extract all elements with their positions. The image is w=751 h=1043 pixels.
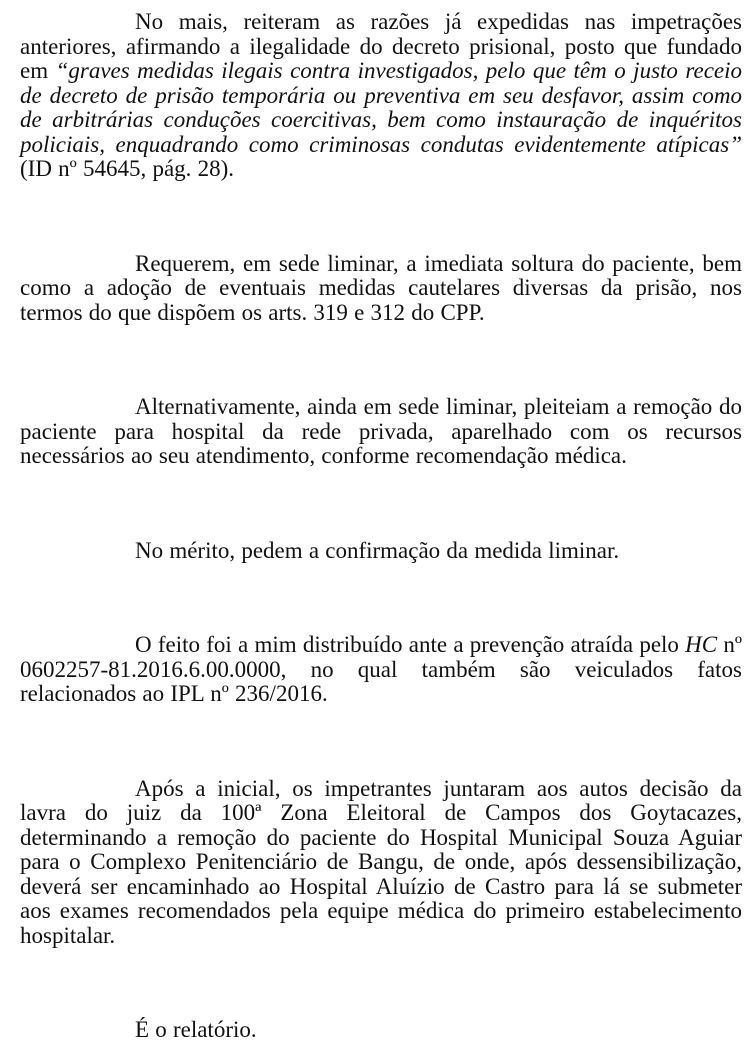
paragraph-liminar-request <box>20 252 742 326</box>
paragraph-distribution-lead-text: O feito foi a mim distribuído ante a prevenção atraída pelo <box>135 632 686 657</box>
paragraph-report-closing-text: É o relatório. <box>135 1017 257 1042</box>
paragraph-reiteration <box>20 10 742 182</box>
paragraph-reiteration-lead-text: No mais, reiteram as razões já expedidas nas impetrações anteriores, afirmando a ilegalidade do decreto prisional, posto que fundado em <box>20 9 742 83</box>
paragraph-distribution <box>20 633 742 707</box>
paragraph-alternative-request-text: Alternativamente, ainda em sede liminar, pleiteiam a remoção do paciente para hospital da rede privada, aparelhado com os recursos necessários ao seu atendimento, conforme recomendação médica. <box>20 394 742 468</box>
paragraph-reiteration-quoted-text: “graves medidas ilegais contra investigados, pelo que têm o justo receio de decreto de prisão temporária ou preventiva em seu desfavor, assim como de arbitrárias conduções coercitivas, bem como instauração de inquéritos policiais, enquadrando como criminosas condutas evidentemente atípicas” <box>20 58 742 157</box>
paragraph-subsequent-decision-text: Após a inicial, os impetrantes juntaram aos autos decisão da lavra do juiz da 100ª Zona Eleitoral de Campos dos Goytacazes, determinando a remoção do paciente do Hospital Municipal Souza Aguiar para o Complexo Penitenciário de Bangu, de onde, após dessensibilização, deverá ser encaminhado ao Hospital Aluízio de Castro para lá se submeter aos exames recomendados pela equipe médica do primeiro estabelecimento hospitalar. <box>20 775 742 948</box>
paragraph-report-closing <box>20 1018 742 1043</box>
paragraph-liminar-request-text: Requerem, em sede liminar, a imediata soltura do paciente, bem como a adoção de eventuais medidas cautelares diversas da prisão, nos termos do que dispõem os arts. 319 e 312 do CPP. <box>20 250 742 325</box>
paragraph-merit-request-text: No mérito, pedem a confirmação da medida liminar. <box>135 537 620 563</box>
paragraph-reiteration-citation-text: (ID nº 54645, pág. 28). <box>20 156 235 181</box>
paragraph-alternative-request <box>20 395 742 469</box>
paragraph-merit-request <box>20 539 742 564</box>
paragraph-distribution-hc-abbreviation: HC <box>685 632 718 657</box>
paragraph-distribution-case-number-text: nº 0602257-81.2016.6.00.0000, no qual também são veiculados fatos relacionados ao IPL nº 236/2016. <box>20 632 742 706</box>
paragraph-subsequent-decision <box>20 777 742 949</box>
